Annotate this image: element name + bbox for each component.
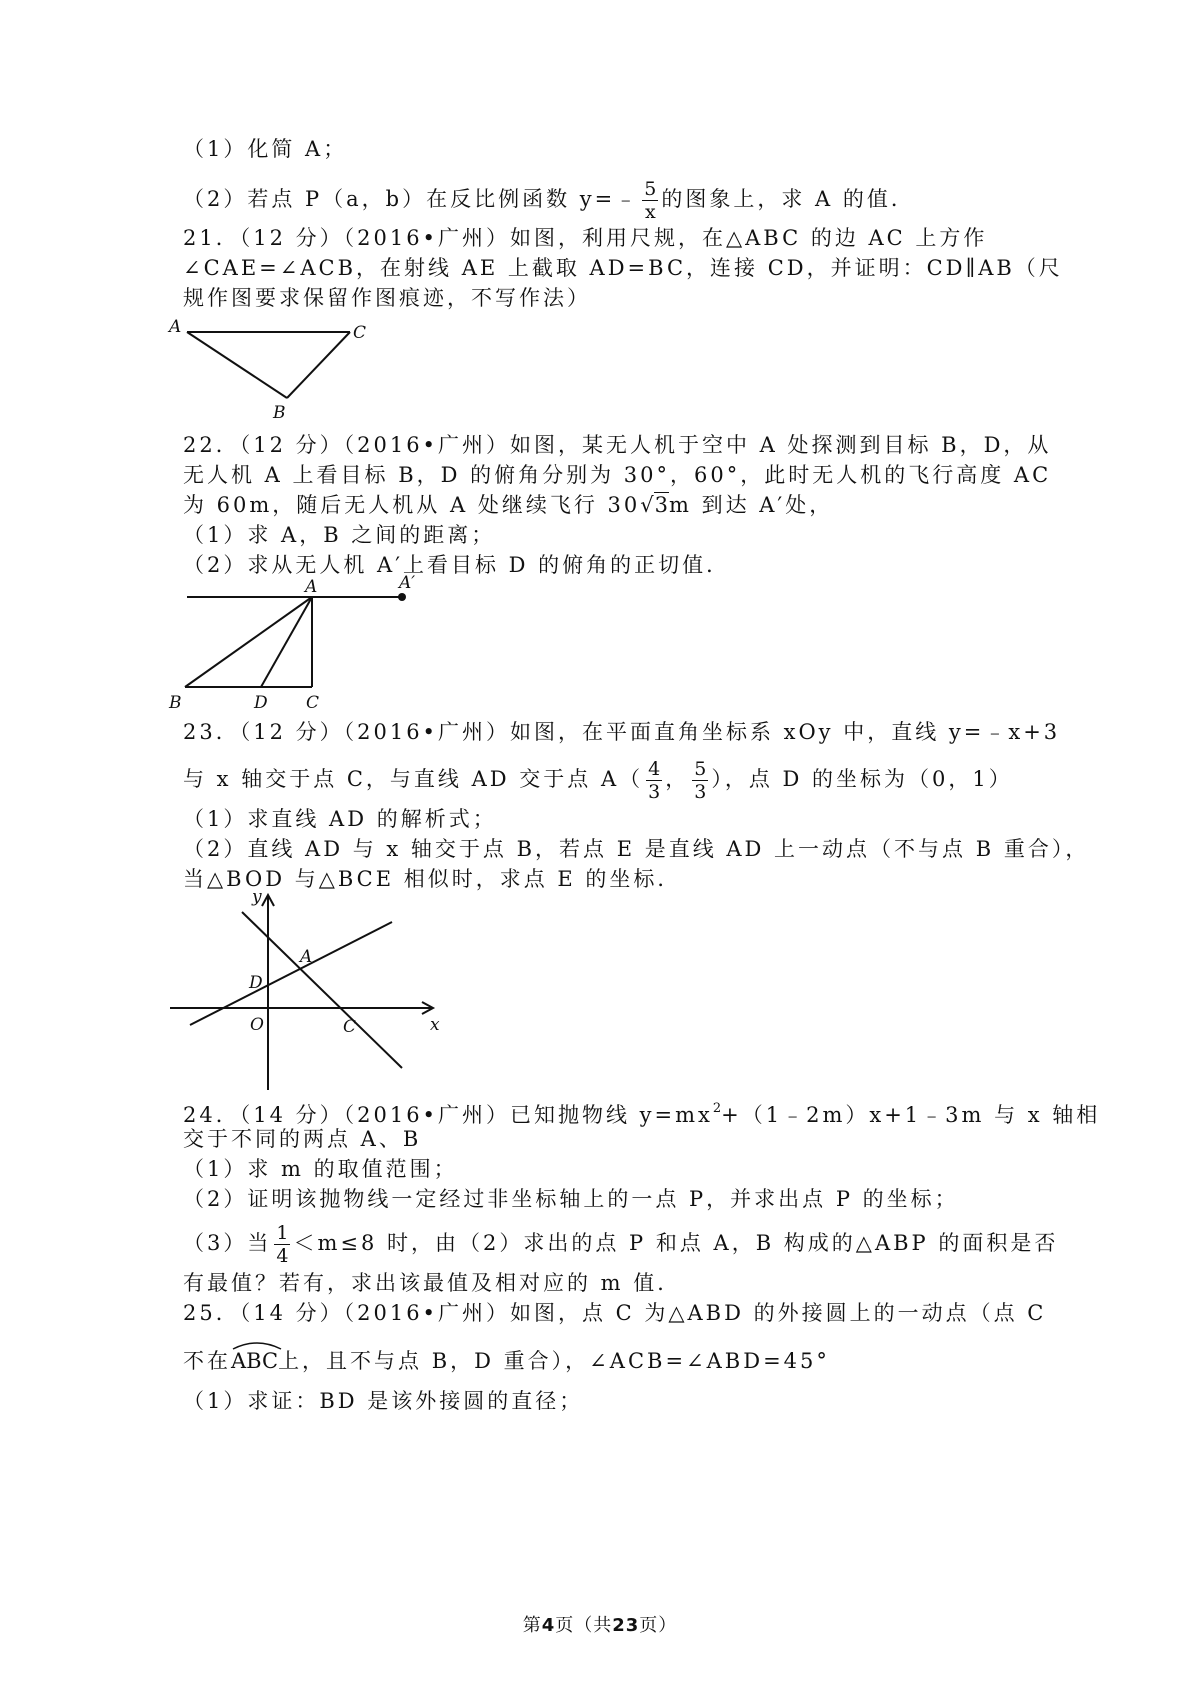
q20-sub2-text-end: 的图象上，求 A 的值．	[661, 187, 915, 211]
q24-sub2: （2）证明该抛物线一定经过非坐标轴上的一点 P，并求出点 P 的坐标；	[183, 1187, 959, 1211]
q21-line1: 21．（12 分）（2016•广州）如图，利用尺规，在△ABC 的边 AC 上方作	[183, 226, 988, 250]
q20-fraction	[642, 178, 658, 223]
q20-sub2-text: （2）若点 P（a，b）在反比例函数 y=﹣	[183, 187, 640, 211]
q25-line2	[183, 1340, 830, 1376]
q25-line1: 25．（14 分）（2016•广州）如图，点 C 为△ABD 的外接圆上的一动点（点 C	[183, 1301, 1047, 1325]
label-a-prime: A′	[399, 573, 416, 593]
label-o: O	[250, 1015, 264, 1035]
q22-line3-text: 为 60m，随后无人机从 A 处继续飞行 30	[183, 493, 641, 517]
q24-fraction	[274, 1222, 290, 1267]
footer-text: 页（共	[555, 1615, 613, 1636]
q22-drone-figure	[165, 572, 445, 717]
segment-bc	[287, 332, 350, 398]
q21-line3: 规作图要求保留作图痕迹，不写作法）	[183, 286, 591, 310]
q24-sub3-text: （3）当	[183, 1231, 272, 1255]
fraction-numerator: 1	[276, 1222, 289, 1244]
label-c: C	[353, 323, 367, 343]
label-b: B	[273, 403, 286, 422]
fraction-numerator: 4	[648, 758, 661, 780]
q23-coordinate-figure	[160, 880, 460, 1098]
footer-text: 页）	[639, 1615, 678, 1636]
q23-sub2-line2: 当△BOD 与△BCE 相似时，求点 E 的坐标．	[183, 867, 682, 891]
label-c: C	[306, 693, 320, 713]
q23-line1: 23．（12 分）（2016•广州）如图，在平面直角坐标系 xOy 中，直线 y=﹣x+3	[183, 720, 1061, 744]
exponent: 2	[712, 1101, 722, 1116]
q25-line2-text-end: 上，且不与点 B，D 重合），∠ACB=∠ABD=45°	[278, 1349, 830, 1373]
page-footer	[0, 1611, 1200, 1637]
q24-line1-text-end: +（1﹣2m）x+1﹣3m 与 x 轴相	[721, 1103, 1101, 1127]
q23-comma: ，	[665, 767, 690, 791]
q22-line1: 22．（12 分）（2016•广州）如图，某无人机于空中 A 处探测到目标 B，D，从	[183, 433, 1052, 457]
fraction-denominator: x	[644, 201, 656, 223]
fraction-numerator: 5	[644, 178, 657, 200]
q22-sub1: （1）求 A，B 之间的距离；	[183, 523, 496, 547]
segment-ab	[185, 597, 312, 687]
label-a: A	[300, 947, 313, 967]
total-pages: 23	[612, 1615, 640, 1636]
label-y: y	[252, 887, 262, 907]
label-d: D	[249, 973, 263, 993]
q22-line3-text-end: m 到达 A′处，	[669, 493, 834, 517]
line-y-neg-x-plus-3	[242, 912, 402, 1068]
fraction-numerator: 5	[694, 758, 707, 780]
q25-line2-text: 不在	[183, 1349, 231, 1373]
q21-line2: ∠CAE=∠ACB，在射线 AE 上截取 AD=BC，连接 CD，并证明：CD∥AB（尺	[183, 256, 1063, 280]
segment-ab	[187, 332, 287, 398]
line-ad	[190, 922, 392, 1025]
page-number: 4	[541, 1615, 556, 1636]
q24-line2: 交于不同的两点 A、B	[183, 1127, 422, 1151]
point-a-prime	[398, 593, 406, 601]
label-a: A	[305, 577, 318, 597]
fraction-denominator: 3	[694, 781, 707, 803]
q24-sub3-text-end: ＜m≤8 时，由（2）求出的点 P 和点 A，B 构成的△ABP 的面积是否	[293, 1231, 1059, 1255]
q24-sub3-line2: 有最值？若有，求出该最值及相对应的 m 值．	[183, 1271, 682, 1295]
footer-text: 第	[522, 1615, 542, 1636]
q23-sub1: （1）求直线 AD 的解析式；	[183, 807, 497, 831]
q21-triangle-figure	[165, 310, 395, 422]
label-d: D	[254, 693, 268, 713]
label-a: A	[169, 317, 182, 337]
arc-mark-icon	[231, 1340, 283, 1350]
q23-fraction-y	[692, 758, 708, 803]
q23-line2	[183, 758, 1013, 803]
q22-sub2: （2）求从无人机 A′上看目标 D 的俯角的正切值．	[183, 553, 731, 577]
q24-line1-text: 24．（14 分）（2016•广州）已知抛物线 y=mx	[183, 1103, 713, 1127]
q24-sub3	[183, 1222, 1058, 1267]
label-x: x	[430, 1015, 440, 1035]
q23-sub2-line1: （2）直线 AD 与 x 轴交于点 B，若点 E 是直线 AD 上一动点（不与点 B 重合），	[183, 837, 1090, 861]
label-c: C	[343, 1017, 357, 1037]
q23-line2-text: 与 x 轴交于点 C，与直线 AD 交于点 A（	[183, 767, 644, 791]
arc-label: ABC	[231, 1349, 279, 1373]
fraction-denominator: 4	[276, 1245, 289, 1267]
q22-line3	[183, 490, 833, 520]
label-b: B	[169, 693, 182, 713]
sqrt-radicand: 3	[654, 493, 668, 517]
q22-line2: 无人机 A 上看目标 B，D 的俯角分别为 30°，60°，此时无人机的飞行高度 AC	[183, 463, 1052, 487]
q20-sub2	[183, 178, 915, 223]
q23-line2-text-end: ），点 D 的坐标为（0，1）	[711, 767, 1013, 791]
q20-sub1: （1）化简 A；	[183, 137, 348, 161]
q24-sub1: （1）求 m 的取值范围；	[183, 1157, 458, 1181]
fraction-denominator: 3	[648, 781, 661, 803]
segment-ad	[261, 597, 312, 687]
q25-sub1: （1）求证：BD 是该外接圆的直径；	[183, 1389, 584, 1413]
sqrt-3: √3	[640, 493, 668, 517]
arc-abc	[231, 1340, 278, 1376]
q23-fraction-x	[646, 758, 662, 803]
